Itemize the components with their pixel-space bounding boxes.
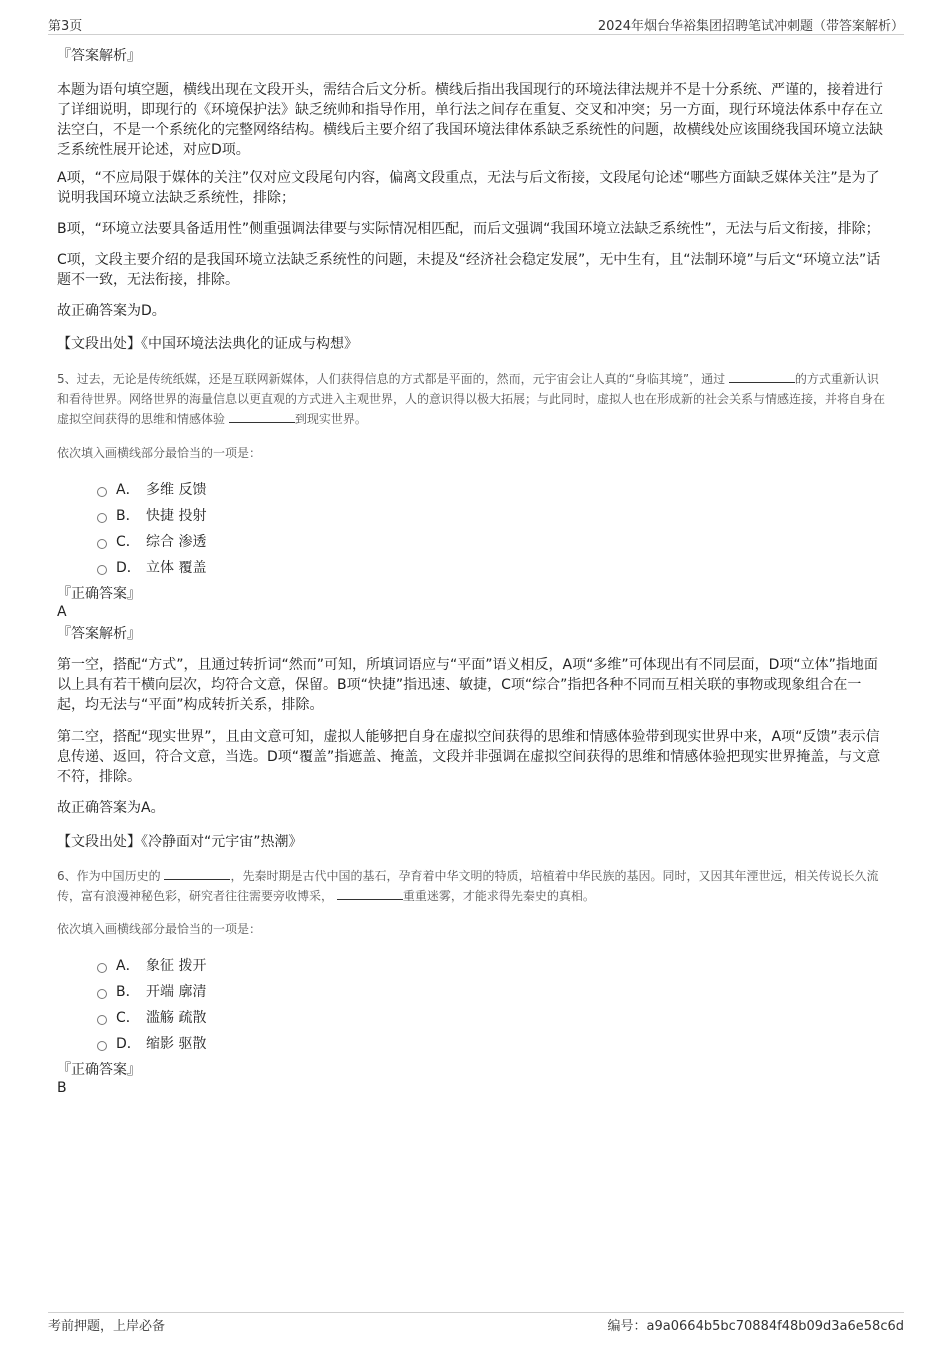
option-c[interactable]: C． 综合 渗透 [97, 529, 887, 555]
option-a[interactable]: A． 多维 反馈 [97, 477, 887, 503]
question-6: 6、作为中国历史的 ，先秦时期是古代中国的基石，孕育着中华文明的特质，培植着中华民族的基因。同时，又因其年湮世远，相关传说长久流传，富有浪漫神秘色彩，研究者往往需要旁收博采， 重重迷雾，才能求得先秦史的真相。 [57, 866, 887, 906]
correct-answer: B [57, 1080, 67, 1096]
option-list [57, 953, 887, 1057]
radio-icon[interactable] [97, 1015, 107, 1025]
analysis-tag: 『答案解析』 [57, 626, 141, 642]
analysis-paragraph: 第一空，搭配“方式”，且通过转折词“然而”可知，所填词语应与“平面”语义相反，A项“多维”可体现出有不同层面，D项“立体”指地面以上具有若干横向层次，均符合文意，保留。B项“快捷”指迅速、敏捷，C项“综合”指把各种不同而互相关联的事物或现象组合在一起，均无法与“平面”构成转折关系，排除。 [57, 657, 878, 713]
radio-icon[interactable] [97, 1041, 107, 1051]
document-id: 编号：a9a0664b5bc70884f48b09d3a6e58c6d [607, 1319, 904, 1334]
page-number: 第3页 [48, 19, 83, 34]
correct-answer-tag: 『正确答案』 [57, 586, 141, 602]
conclusion: 故正确答案为A。 [57, 800, 165, 816]
option-d[interactable]: D． 缩影 驱散 [97, 1031, 887, 1057]
page-footer [48, 1312, 904, 1337]
question-prompt: 依次填入画横线部分最恰当的一项是： [57, 446, 262, 460]
radio-icon[interactable] [97, 513, 107, 523]
analysis-paragraph: A项，“不应局限于媒体的关注”仅对应文段尾句内容，偏离文段重点，无法与后文衔接，文段尾句论述“哪些方面缺乏媒体关注”是为了说明我国环境立法缺乏系统性，排除； [57, 170, 880, 206]
correct-answer-tag: 『正确答案』 [57, 1062, 141, 1078]
radio-icon[interactable] [97, 539, 107, 549]
analysis-paragraph: C项，文段主要介绍的是我国环境立法缺乏系统性的问题，未提及“经济社会稳定发展”，无中生有，且“法制环境”与后文“环境立法”话题不一致，无法衔接，排除。 [57, 252, 881, 288]
page-header [48, 14, 904, 35]
fill-blank [337, 886, 403, 900]
conclusion: 故正确答案为D。 [57, 303, 166, 319]
fill-blank [729, 369, 795, 383]
page-content [57, 46, 887, 1097]
question-prompt: 依次填入画横线部分最恰当的一项是： [57, 922, 262, 936]
question-5: 5、过去，无论是传统纸媒，还是互联网新媒体，人们获得信息的方式都是平面的，然而，元宇宙会让人真的“身临其境”，通过 的方式重新认识和看待世界。网络世界的海量信息以更直观的方式进入主观世界，人的意识得以极大拓展；与此同时，虚拟人也在形成新的社会关系与情感连接，并将自身在虚拟空间获得的思维和情感体验 到现实世界。 [57, 369, 887, 429]
option-b[interactable]: B． 开端 廓清 [97, 979, 887, 1005]
analysis-paragraph: B项，“环境立法要具备适用性”侧重强调法律要与实际情况相匹配，而后文强调“我国环境立法缺乏系统性”，无法与后文衔接，排除； [57, 221, 880, 237]
radio-icon[interactable] [97, 487, 107, 497]
analysis-paragraph: 本题为语句填空题，横线出现在文段开头，需结合后文分析。横线后指出我国现行的环境法律法规并不是十分系统、严谨的，接着进行了详细说明，即现行的《环境保护法》缺乏统帅和指导作用，单行法之间存在重复、交叉和冲突；另一方面，现行环境法体系中存在立法空白，不是一个系统化的完整网络结构。横线后主要介绍了我国环境法律体系缺乏系统性的问题，故横线处应该围绕我国环境立法缺乏系统性展开论述，对应D项。 [57, 82, 883, 158]
fill-blank [229, 409, 295, 423]
option-b[interactable]: B． 快捷 投射 [97, 503, 887, 529]
correct-answer: A [57, 604, 67, 620]
radio-icon[interactable] [97, 963, 107, 973]
option-d[interactable]: D． 立体 覆盖 [97, 555, 887, 581]
radio-icon[interactable] [97, 989, 107, 999]
analysis-tag: 『答案解析』 [57, 48, 141, 64]
option-list [57, 477, 887, 581]
source-citation: 【文段出处】《冷静面对“元宇宙”热潮》 [57, 834, 303, 850]
option-c[interactable]: C． 滥觞 疏散 [97, 1005, 887, 1031]
source-citation: 【文段出处】《中国环境法法典化的证成与构想》 [57, 336, 358, 352]
analysis-paragraph: 第二空，搭配“现实世界”，且由文意可知，虚拟人能够把自身在虚拟空间获得的思维和情感体验带到现实世界中来，A项“反馈”表示信息传递、返回，符合文意，当选。D项“覆盖”指遮盖、掩盖，文段并非强调在虚拟空间获得的思维和情感体验把现实世界掩盖，与文意不符，排除。 [57, 729, 881, 785]
footer-slogan: 考前押题，上岸必备 [48, 1319, 166, 1334]
document-title: 2024年烟台华裕集团招聘笔试冲刺题（带答案解析） [597, 19, 904, 34]
radio-icon[interactable] [97, 565, 107, 575]
option-a[interactable]: A． 象征 拨开 [97, 953, 887, 979]
fill-blank [164, 866, 230, 880]
